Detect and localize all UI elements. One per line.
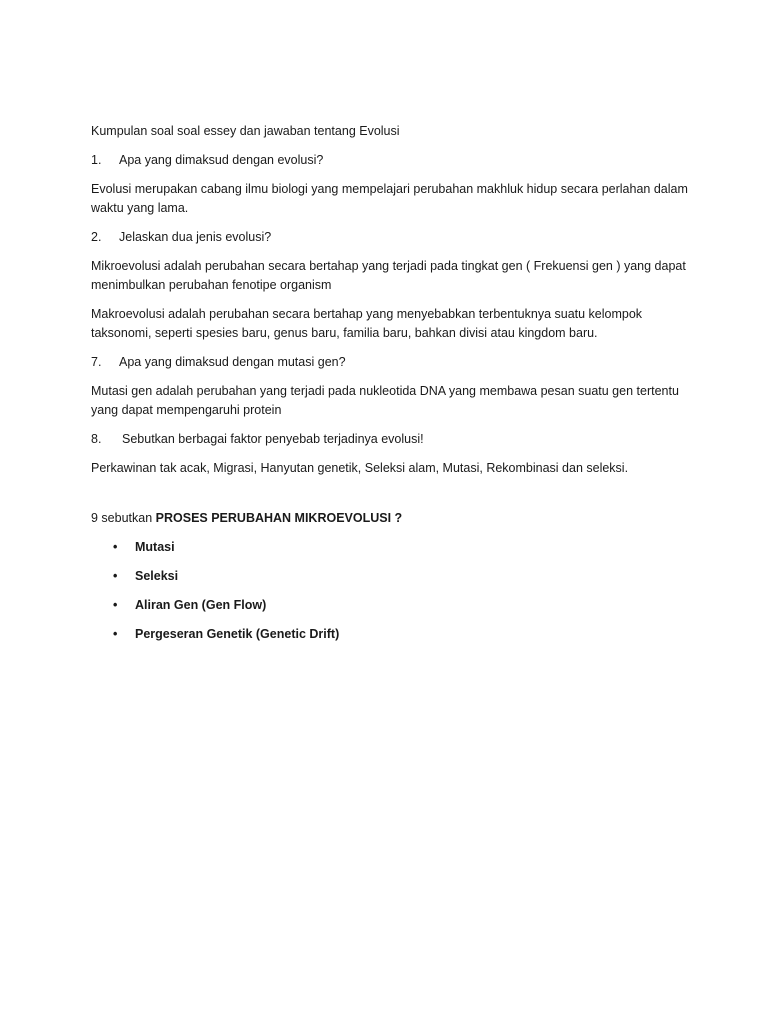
answer-7: Mutasi gen adalah perubahan yang terjadi pada nukleotida DNA yang membawa pesan suatu gen tertentu yang dapat mempengaruhi protein [91,384,679,417]
question-text: Apa yang dimaksud dengan evolusi? [119,153,324,167]
list-item [91,538,691,557]
list-item [91,567,691,586]
document-title: Kumpulan soal soal essey dan jawaban tentang Evolusi [91,124,400,138]
question-2 [91,228,691,247]
list-item [91,625,691,644]
blank-line [91,488,691,509]
answer-8: Perkawinan tak acak, Migrasi, Hanyutan genetik, Seleksi alam, Mutasi, Rekombinasi dan seleksi. [91,461,629,475]
question-text: Apa yang dimaksud dengan mutasi gen? [119,355,346,369]
question-9-prefix: 9 sebutkan [91,511,156,525]
bullet-icon: • [113,627,118,641]
bullet-list [91,538,691,644]
bullet-icon: • [113,598,118,612]
question-number: 1. [91,153,102,167]
answer-1: Evolusi merupakan cabang ilmu biologi yang mempelajari perubahan makhluk hidup secara perlahan dalam waktu yang lama. [91,182,688,215]
list-item-text: Aliran Gen (Gen Flow) [135,598,267,612]
document-page [91,122,691,654]
question-7 [91,353,691,372]
list-item-text: Pergeseran Genetik (Genetic Drift) [135,627,340,641]
question-number: 8. [91,432,102,446]
list-item-text: Mutasi [135,540,175,554]
question-text: Sebutkan berbagai faktor penyebab terjadinya evolusi! [122,432,424,446]
question-1 [91,151,691,170]
bullet-icon: • [113,569,118,583]
question-9-bold: PROSES PERUBAHAN MIKROEVOLUSI ? [155,511,403,525]
question-8 [91,430,691,449]
question-number: 2. [91,230,102,244]
list-item-text: Seleksi [135,569,179,583]
question-text: Jelaskan dua jenis evolusi? [119,230,272,244]
bullet-icon: • [113,540,118,554]
answer-2-makroevolusi: Makroevolusi adalah perubahan secara bertahap yang menyebabkan terbentuknya suatu kelompok taksonomi, seperti spesies baru, genus baru, familia baru, bahkan divisi atau kingdom baru. [91,307,643,340]
answer-2-mikroevolusi: Mikroevolusi adalah perubahan secara bertahap yang terjadi pada tingkat gen ( Frekuensi gen ) yang dapat menimbulkan perubahan fenotipe organism [91,259,686,292]
question-number: 7. [91,355,102,369]
question-9 [91,509,691,528]
list-item [91,596,691,615]
